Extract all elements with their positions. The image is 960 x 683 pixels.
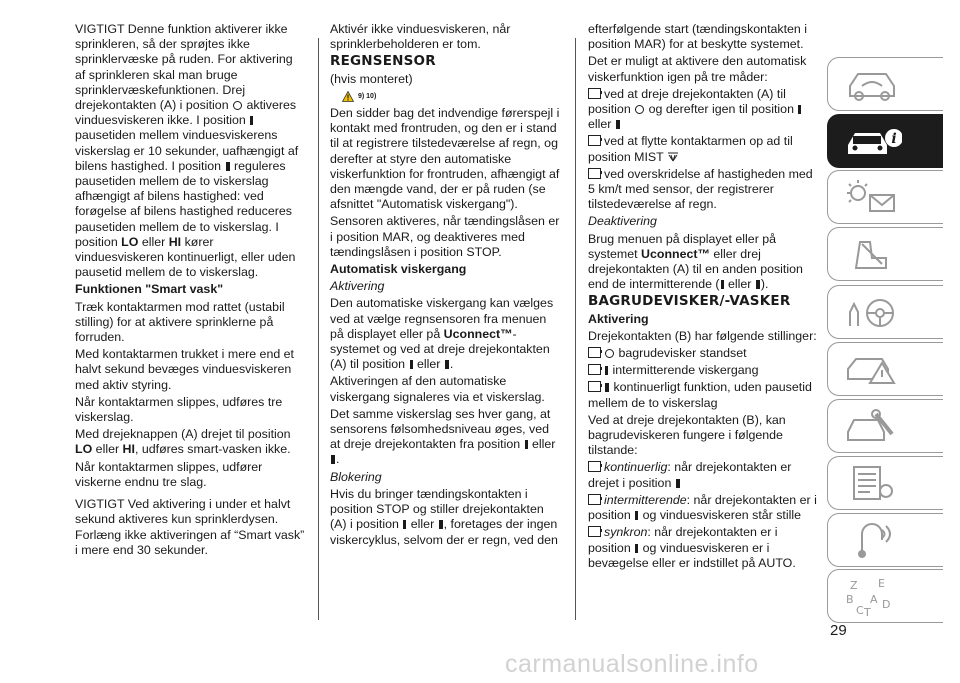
text: eller drej drejekontakten (A) til en anden position end de intermitterende ( xyxy=(588,246,803,292)
index-letter: C xyxy=(856,604,864,617)
paragraph: Sensoren aktiveres, når tændingslåsen er i position MAR, og deaktiveres med tændingslåsen i position STOP. xyxy=(330,214,560,259)
text: ved overskridelse af hastigheden med 5 km/t med sensor, der registrerer tilstedeværelse af regn. xyxy=(588,166,813,212)
intermittent-speed-symbol-icon xyxy=(445,360,449,369)
index-letter: E xyxy=(878,577,885,590)
bullet-icon xyxy=(588,381,601,392)
lo-label: LO xyxy=(75,442,93,457)
text: aktiveres vinduesviskeren ikke. I position xyxy=(75,98,297,128)
intermittent-symbol-icon xyxy=(605,366,608,375)
index-letter: Z xyxy=(850,579,858,592)
intermittent-speed-symbol-icon xyxy=(439,520,443,529)
tab-car-dashboard[interactable] xyxy=(827,57,943,111)
watermark: carmanualsonline.info xyxy=(505,650,759,678)
intermittent-symbol-icon xyxy=(410,360,413,369)
subheading: (hvis monteret) xyxy=(330,71,413,86)
lights-icon xyxy=(842,177,902,219)
text: eller xyxy=(588,117,612,132)
tab-car-info[interactable] xyxy=(827,114,943,168)
tab-technical-data[interactable] xyxy=(827,456,943,510)
index-icon xyxy=(842,576,902,622)
bullet-item xyxy=(588,460,820,490)
intermittent-symbol-icon xyxy=(635,544,638,553)
paragraph: Når kontaktarmen slippes, udføres tre viskerslag. xyxy=(75,394,283,425)
text: eller xyxy=(728,277,752,292)
bullet-icon xyxy=(588,494,601,505)
index-letter: A xyxy=(870,593,878,606)
continuous-symbol-icon xyxy=(605,383,609,392)
paragraph: Aktiveringen af den automatiske viskergang signaleres via et viskerslag. xyxy=(330,374,545,404)
paragraph: Når kontaktarmen slippes, udfører viskerne endnu tre slag. xyxy=(75,459,263,489)
text-column-2 xyxy=(330,22,562,550)
bullet-item xyxy=(588,363,820,378)
column-divider xyxy=(575,38,576,620)
text: reguleres pausetiden mellem de to viskerslag afhængigt af bilens hastighed: ved forøgelse af bilens hastighed reduceres pausetiden mellem de to viskerslag. I position xyxy=(75,158,292,249)
lo-label: LO xyxy=(121,234,139,249)
italic-term: synkron xyxy=(604,525,648,540)
paragraph: Aktivér ikke vinduesviskeren, når sprinklerbeholderen er tom. xyxy=(330,22,511,52)
italic-label: Aktivering xyxy=(330,279,385,294)
intermittent-symbol-icon xyxy=(250,116,253,125)
seat-belt-icon xyxy=(842,234,902,276)
hi-label: HI xyxy=(168,234,182,249)
off-symbol-icon xyxy=(605,349,614,358)
text: pausetiden mellem vinduesviskerens viskerslag er 10 sekunder, uafhængigt af bilens hastighed. I position xyxy=(75,128,299,173)
technical-data-icon xyxy=(842,463,902,505)
text: kører vinduesviskeren kontinuerligt, eller uden pausetid mellem de to viskerslag. xyxy=(75,234,296,280)
section-heading: Funktionen "Smart vask" xyxy=(75,282,224,297)
paragraph xyxy=(75,22,305,280)
paragraph xyxy=(588,232,820,293)
svg-text:i: i xyxy=(891,131,897,147)
steering-wheel-icon xyxy=(842,292,902,334)
paragraph: Drejekontakten (B) har følgende stillinger: xyxy=(588,328,817,343)
paragraph: Det samme viskerslag ses hver gang, at sensorens følsomhedsniveau øges, ved at dreje drejekontakten fra position eller . xyxy=(330,406,556,467)
paragraph: Den sidder bag det indvendige førerspejl i kontakt med frontruden, og den er i stand til at registrere tilstedeværelse af regn, og derefter at styre den automatiske viskerfunktion for frontruden, afhængigt af den mængde vand, der er på ruden (se afsnittet "Automatisk viskergang"). xyxy=(330,106,560,212)
intermittent-symbol-icon xyxy=(403,520,406,529)
text: ved at dreje drejekontakten (A) til position xyxy=(588,86,786,117)
text: : når drejekontakten er drejet i position xyxy=(588,460,792,490)
off-symbol-icon xyxy=(233,101,242,110)
intermittent-symbol-icon xyxy=(798,105,801,114)
bullet-item xyxy=(588,380,820,410)
off-symbol-icon xyxy=(635,105,644,114)
text: ). xyxy=(760,277,769,292)
bullet-icon xyxy=(588,364,601,375)
text: Med drejeknappen (A) drejet til position xyxy=(75,427,291,442)
text-column-3 xyxy=(588,22,820,573)
tab-steering[interactable] xyxy=(827,285,943,339)
text: kontinuerligt funktion, uden pausetid mellem de to viskerslag xyxy=(588,380,812,410)
intermittent-speed-symbol-icon xyxy=(226,162,230,171)
text: eller xyxy=(95,442,120,457)
multimedia-icon xyxy=(842,520,902,562)
text: og vinduesviskeren står stille xyxy=(642,508,802,523)
paragraph: Træk kontaktarmen mod rattet (ustabil stilling) for at aktivere sprinklerne på forruden. xyxy=(75,299,285,345)
car-info-icon xyxy=(842,121,902,163)
text: eller xyxy=(416,357,441,372)
text: : når drejekontakten er i position xyxy=(588,525,778,555)
warning-refs: 9) 10) xyxy=(358,92,377,100)
paragraph: Den automatiske viskergang kan vælges ved at vælge regnsensoren fra menuen på displayet eller på Uconnect™-systemet og ved at dreje drejekontakten (A) til position eller . xyxy=(330,296,554,372)
bullet-icon xyxy=(588,347,601,358)
text: ved at flytte kontaktarmen op ad til position MIST xyxy=(588,134,793,164)
text: Hvis du bringer tændingskontakten i position STOP og stiller drejekontakten (A) i position xyxy=(330,486,544,532)
section-heading: BAGRUDEVISKER/-VASKER xyxy=(588,293,791,310)
intermittent-speed-symbol-icon xyxy=(756,280,760,289)
bullet-item xyxy=(588,493,820,523)
text: eller xyxy=(532,437,556,452)
bullet-item xyxy=(588,346,820,361)
paragraph: VIGTIGT Ved aktivering i under et halvt sekund aktiveres kun sprinklerdysen. Forlæng ikke aktiveringen af “Smart vask” i mere end 30 sekunder. xyxy=(75,497,305,557)
bullet-item xyxy=(588,134,820,164)
warning-car-icon xyxy=(842,349,902,391)
paragraph: Det er muligt at aktivere den automatisk viskerfunktion igen på tre måder: xyxy=(588,54,807,84)
wrench-car-icon xyxy=(842,406,902,448)
tab-seat-belt[interactable] xyxy=(827,227,943,281)
tab-warning[interactable] xyxy=(827,342,943,396)
warning-triangle-icon xyxy=(342,91,354,102)
text: -systemet og ved at dreje drejekontakten (A) til position xyxy=(330,326,550,372)
brand-label: Uconnect™ xyxy=(443,326,513,341)
paragraph: Ved at dreje drejekontakten (B), kan bagrudeviskeren fungere i følgende tilstande: xyxy=(588,412,786,458)
text: , foretages der ingen viskercyklus, selvom der er regn, ved den xyxy=(330,517,558,547)
text: eller xyxy=(410,517,435,532)
tab-lights[interactable] xyxy=(827,170,943,224)
text: intermitterende viskergang xyxy=(612,363,759,378)
bullet-icon xyxy=(588,526,601,537)
text: , udføres smart-vasken ikke. xyxy=(134,442,291,457)
bullet-item xyxy=(588,87,820,133)
text: eller xyxy=(141,234,166,249)
index-letter: T xyxy=(864,606,871,619)
hi-label: HI xyxy=(122,442,135,457)
brand-label: Uconnect™ xyxy=(641,246,710,261)
warning-reference xyxy=(342,89,562,104)
subsection-heading: Automatisk viskergang xyxy=(330,262,467,277)
tab-maintenance[interactable] xyxy=(827,399,943,453)
tab-multimedia[interactable] xyxy=(827,513,943,567)
text: og vinduesviskeren er i bevægelse eller er indstillet på AUTO. xyxy=(588,540,796,570)
text: : når drejekontakten er i position xyxy=(588,492,817,523)
text: Det samme viskerslag ses hver gang, at sensorens følsomhedsniveau øges, ved at dreje drejekontakten fra position xyxy=(330,406,551,452)
car-dashboard-icon xyxy=(842,64,902,106)
text-column-1 xyxy=(75,22,305,560)
intermittent-symbol-icon xyxy=(525,440,528,449)
text: Den automatiske viskergang kan vælges ved at vælge regnsensoren fra menuen på displayet eller på xyxy=(330,296,554,341)
subsection-heading: Aktivering xyxy=(588,311,649,326)
column-divider xyxy=(318,38,319,620)
paragraph: efterfølgende start (tændingskontakten i position MAR) for at beskytte systemet. xyxy=(588,22,808,52)
paragraph xyxy=(75,427,305,457)
text: VIGTIGT Denne funktion aktiverer ikke sprinkleren, så der sprøjtes ikke sprinklervæske på ruden. For aktivering af sprinkleren skal man bruge sprinklervæskefunktionen. Drej drejekontakten (A) i position xyxy=(75,22,293,113)
intermittent-symbol-icon xyxy=(635,511,638,520)
paragraph xyxy=(330,487,562,548)
bullet-item xyxy=(588,525,820,571)
page-number: 29 xyxy=(830,622,847,639)
italic-term: kontinuerlig xyxy=(604,460,668,475)
continuous-symbol-icon xyxy=(676,479,680,488)
index-letter: D xyxy=(882,598,891,611)
intermittent-speed-symbol-icon xyxy=(616,120,620,129)
index-letter: B xyxy=(846,593,854,606)
tab-index[interactable] xyxy=(827,569,943,623)
intermittent-speed-symbol-icon xyxy=(331,455,335,464)
text: bagrudevisker standset xyxy=(618,346,747,361)
italic-label: Deaktivering xyxy=(588,214,657,229)
bullet-icon xyxy=(588,168,601,179)
intermittent-symbol-icon xyxy=(721,280,724,289)
section-heading: REGNSENSOR xyxy=(330,53,436,70)
bullet-icon xyxy=(588,88,601,99)
bullet-icon xyxy=(588,461,601,472)
text: Brug menuen på displayet eller på systemet xyxy=(588,231,777,261)
italic-term: intermitterende xyxy=(604,492,687,507)
paragraph: Med kontaktarmen trukket i mere end et halvt sekund bevæges vinduesviskeren med aktiv styring. xyxy=(75,347,295,392)
italic-label: Blokering xyxy=(330,469,382,484)
mist-symbol-icon xyxy=(667,152,679,162)
bullet-item xyxy=(588,167,820,213)
text: og derefter igen til position xyxy=(648,102,794,117)
bullet-icon xyxy=(588,135,601,146)
